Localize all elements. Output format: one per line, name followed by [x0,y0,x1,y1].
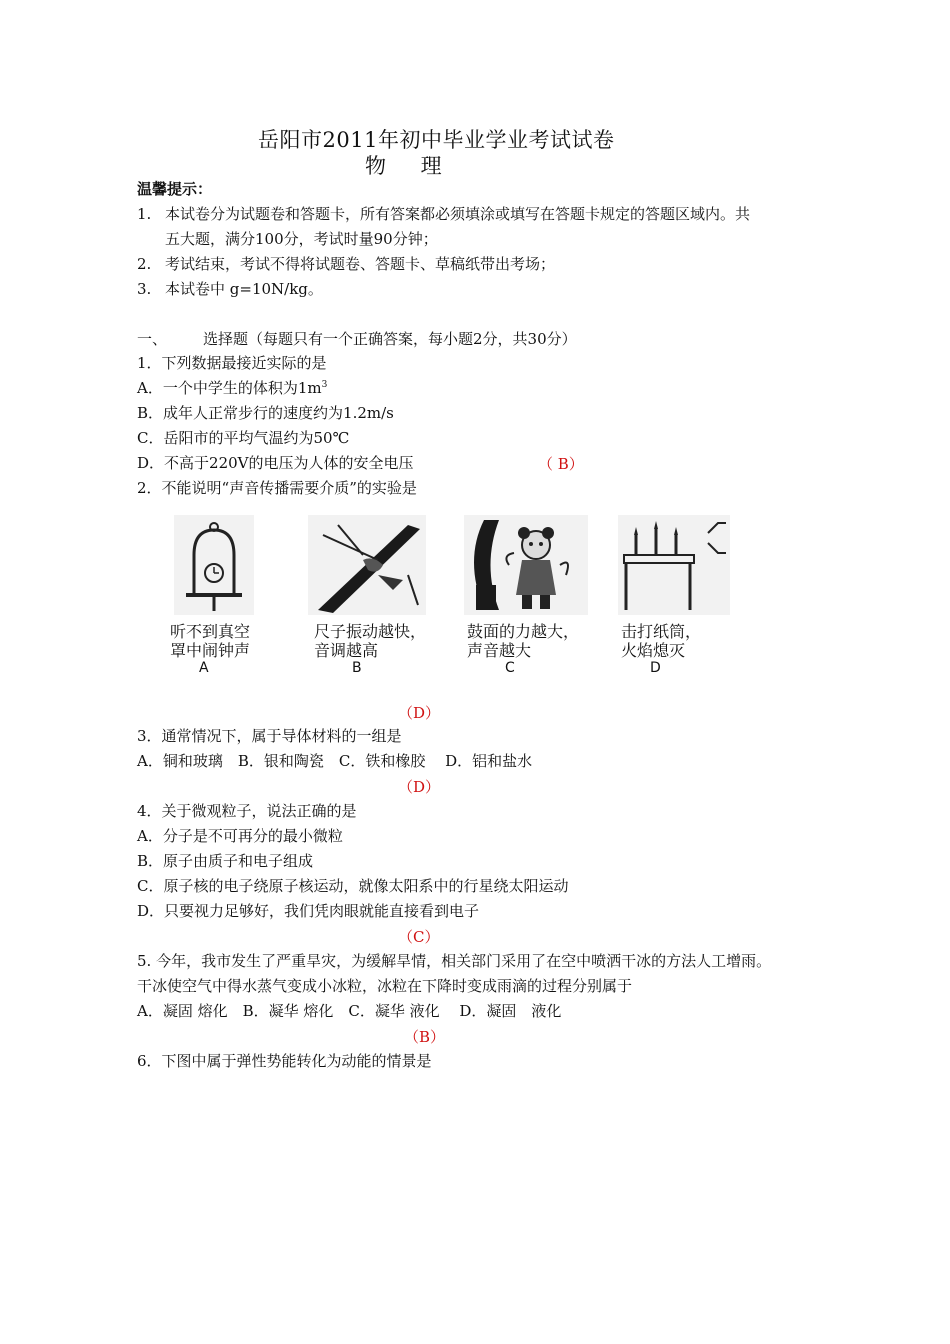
q1-option-c: C．岳阳市的平均气温约为50℃ [137,429,350,447]
caption-b-line-1: 尺子振动越快， [314,622,427,641]
q2-figure [168,515,733,680]
tip-3-line-1: 本试卷中 g=10N/kg。 [165,280,323,298]
caption-b [314,622,426,660]
q3-answer: （D） [398,778,441,796]
q1-option-b: B．成年人正常步行的速度约为1.2m/s [137,404,394,422]
caption-c-line-1: 鼓面的力越大， [467,622,580,641]
exam-title: 岳阳市2011年初中毕业学业考试试卷 [258,128,615,152]
tip-3-num: 3. [137,280,152,298]
q4-answer: （C） [398,928,440,946]
caption-a-letter: A [199,660,209,676]
q4-stem: 4．关于微观粒子，说法正确的是 [137,802,357,820]
caption-d-line-1: 击打纸筒， [621,622,702,641]
q4-option-c: C．原子核的电子绕原子核运动，就像太阳系中的行星绕太阳运动 [137,877,569,895]
section-1-text: 选择题（每题只有一个正确答案，每小题2分，共30分） [203,330,577,348]
q1-option-a-sup: 3 [321,380,328,390]
q4-option-a: A．分子是不可再分的最小微粒 [137,827,343,845]
q4-option-d: D．只要视力足够好，我们凭肉眼就能直接看到电子 [137,902,480,920]
caption-a [170,622,250,660]
bell-jar-icon [174,515,254,615]
caption-b-letter: B [352,660,362,676]
caption-d [621,622,701,660]
q2-stem: 2．不能说明“声音传播需要介质”的实验是 [137,479,417,497]
caption-c-letter: C [505,660,515,676]
tip-2-num: 2. [137,255,152,273]
q5-answer: （B） [404,1028,446,1046]
q1-answer: （ B） [538,455,584,473]
q3-stem: 3．通常情况下，属于导体材料的一组是 [137,727,402,745]
q3-options: A．铜和玻璃 B．银和陶瓷 C．铁和橡胶 D．铝和盐水 [137,752,533,770]
caption-d-letter: D [650,660,661,676]
caption-a-line-1: 听不到真空 [170,622,251,641]
q5-stem-line-1: 5. 今年，我市发生了严重旱灾，为缓解旱情，相关部门采用了在空中喷洒干冰的方法人工增雨。 [137,952,772,970]
tip-3 [137,279,323,299]
tip-2 [137,254,555,274]
caption-a-line-2: 罩中闹钟声 [170,641,251,660]
tip-1-line-1: 本试卷分为试题卷和答题卡，所有答案都必须填涂或填写在答题卡规定的答题区域内。共 [165,205,751,223]
section-1-num: 一、 [137,330,168,348]
q5-stem-line-2: 干冰使空气中得水蒸气变成小冰粒，冰粒在下降时变成雨滴的过程分别属于 [137,977,633,995]
tip-1 [137,204,750,224]
drum-doll-icon [464,515,588,615]
tip-1-line-2: 五大题，满分100分，考试时量90分钟； [165,230,438,248]
tips-heading: 温馨提示： [137,180,213,198]
caption-b-line-2: 音调越高 [314,641,379,660]
caption-c-line-2: 声音越大 [467,641,532,660]
section-1-heading [137,329,577,349]
exam-subject: 物 理 [365,154,456,178]
q2-answer: （D） [398,704,441,722]
tip-1-num: 1. [137,205,152,223]
caption-c [467,622,579,660]
q1-option-a [137,378,327,398]
caption-d-line-2: 火焰熄灭 [621,641,686,660]
q5-options: A．凝固 熔化 B．凝华 熔化 C．凝华 液化 D．凝固 液化 [137,1002,562,1020]
q1-stem: 1．下列数据最接近实际的是 [137,354,327,372]
ruler-vibration-icon [308,515,426,615]
q1-option-a-text: A．一个中学生的体积为1m [137,379,322,397]
tip-2-line-1: 考试结束，考试不得将试题卷、答题卡、草稿纸带出考场； [165,255,556,273]
candles-tube-icon [618,515,730,615]
q4-option-b: B．原子由质子和电子组成 [137,852,314,870]
q6-stem: 6．下图中属于弹性势能转化为动能的情景是 [137,1052,432,1070]
q1-option-d: D．不高于220V的电压为人体的安全电压 [137,454,414,472]
